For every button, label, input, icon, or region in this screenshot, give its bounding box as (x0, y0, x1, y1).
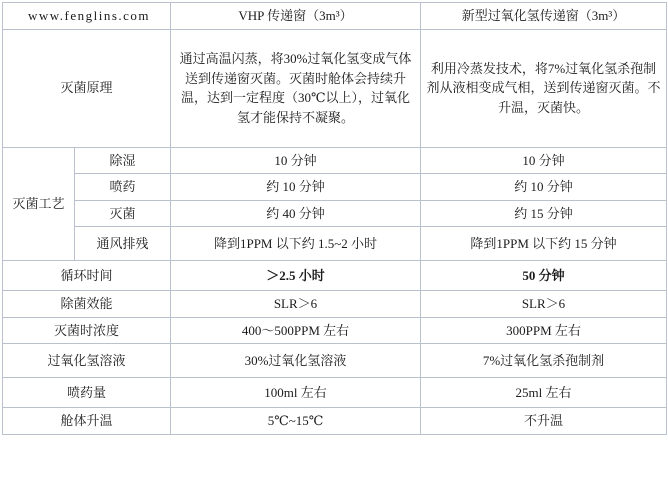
cell-spray-volume-new: 25ml 左右 (421, 378, 667, 408)
table-row (3, 200, 667, 227)
cell-spray-volume-vhp: 100ml 左右 (171, 378, 421, 408)
comparison-table (2, 2, 667, 435)
cell-solution-new: 7%过氧化氢杀孢制剂 (421, 344, 667, 378)
subrow-label-ventilation: 通风排残 (75, 227, 171, 261)
watermark-text: www.fenglins.com (3, 3, 171, 30)
cell-temp-rise-new: 不升温 (421, 408, 667, 435)
cell-spray-new: 约 10 分钟 (421, 174, 667, 201)
comparison-table-page (0, 2, 668, 504)
cell-solution-vhp: 30%过氧化氢溶液 (171, 344, 421, 378)
cell-ventilation-new: 降到1PPM 以下约 15 分钟 (421, 227, 667, 261)
table-row (3, 291, 667, 318)
subrow-label-sterilize: 灭菌 (75, 200, 171, 227)
row-label-principle: 灭菌原理 (3, 29, 171, 147)
cell-sterilize-new: 约 15 分钟 (421, 200, 667, 227)
row-label-cycle-time: 循环时间 (3, 261, 171, 291)
cell-sterilize-vhp: 约 40 分钟 (171, 200, 421, 227)
cell-efficacy-vhp: SLR＞6 (171, 291, 421, 318)
header-new: 新型过氧化氢传递窗（3m³） (421, 3, 667, 30)
cell-concentration-new: 300PPM 左右 (421, 317, 667, 344)
cell-spray-vhp: 约 10 分钟 (171, 174, 421, 201)
header-vhp: VHP 传递窗（3m³） (171, 3, 421, 30)
row-label-concentration: 灭菌时浓度 (3, 317, 171, 344)
subrow-label-spray: 喷药 (75, 174, 171, 201)
table-row (3, 317, 667, 344)
row-label-process: 灭菌工艺 (3, 147, 75, 261)
cell-temp-rise-vhp: 5℃~15℃ (171, 408, 421, 435)
cell-dehumidify-vhp: 10 分钟 (171, 147, 421, 174)
cell-concentration-vhp: 400～500PPM 左右 (171, 317, 421, 344)
row-label-spray-volume: 喷药量 (3, 378, 171, 408)
table-row (3, 378, 667, 408)
table-row (3, 29, 667, 147)
cell-cycle-time-vhp: ＞2.5 小时 (171, 261, 421, 291)
cell-principle-new: 利用冷蒸发技术，将7%过氧化氢杀孢制剂从液相变成气相，送到传递窗灭菌。不升温，灭菌快。 (421, 29, 667, 147)
table-row (3, 147, 667, 174)
row-label-efficacy: 除菌效能 (3, 291, 171, 318)
row-label-solution: 过氧化氢溶液 (3, 344, 171, 378)
subrow-label-dehumidify: 除湿 (75, 147, 171, 174)
cell-principle-vhp: 通过高温闪蒸，将30%过氧化氢变成气体送到传递窗灭菌。灭菌时舱体会持续升温，达到一定程度（30℃以上），过氧化氢才能保持不凝聚。 (171, 29, 421, 147)
table-header-row (3, 3, 667, 30)
cell-dehumidify-new: 10 分钟 (421, 147, 667, 174)
cell-cycle-time-new: 50 分钟 (421, 261, 667, 291)
cell-ventilation-vhp: 降到1PPM 以下约 1.5~2 小时 (171, 227, 421, 261)
table-row (3, 174, 667, 201)
table-row (3, 261, 667, 291)
table-row (3, 227, 667, 261)
cell-efficacy-new: SLR＞6 (421, 291, 667, 318)
table-row (3, 344, 667, 378)
row-label-temp-rise: 舱体升温 (3, 408, 171, 435)
table-row (3, 408, 667, 435)
